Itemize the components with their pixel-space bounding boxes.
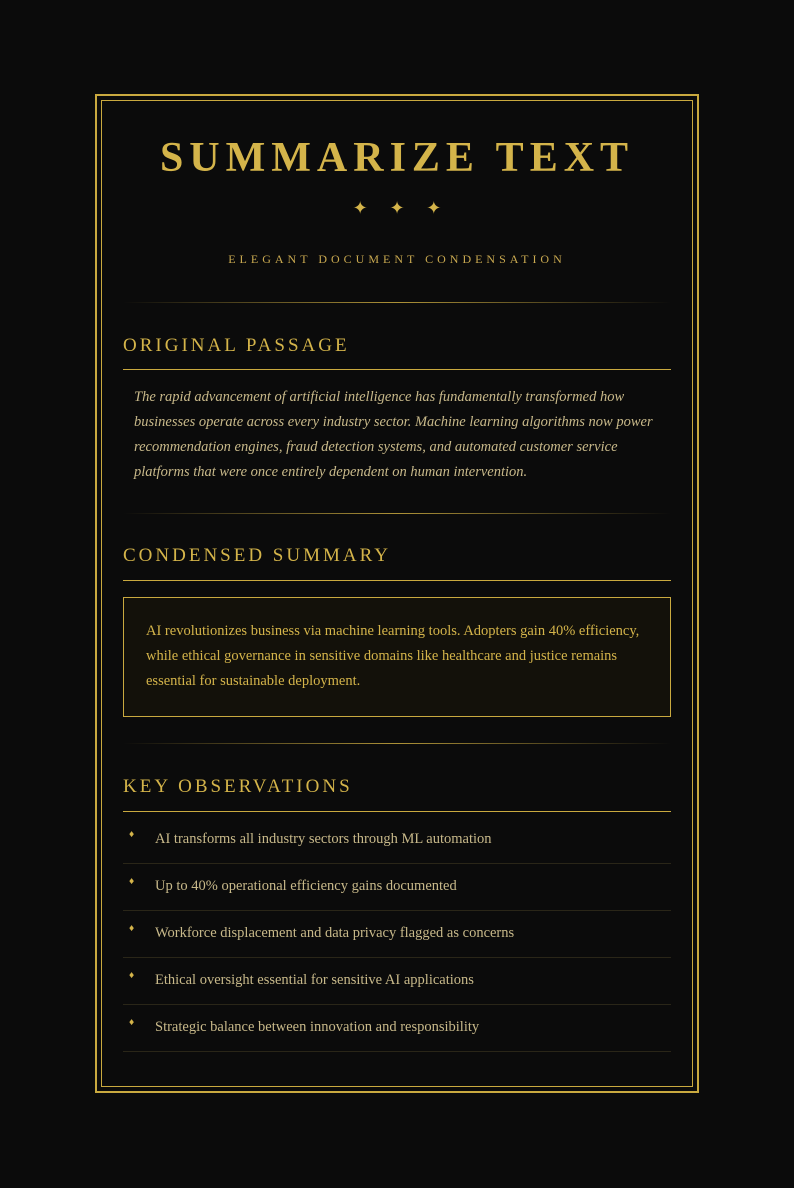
- observation-text: Workforce displacement and data privacy flagged as concerns: [155, 925, 515, 941]
- section-rule: [123, 580, 671, 581]
- page-title: SUMMARIZE TEXT: [159, 135, 635, 181]
- divider: [123, 302, 671, 303]
- star-icon: ✦: [426, 198, 442, 219]
- observation-text: Ethical oversight essential for sensitive AI applications: [155, 972, 474, 988]
- key-observations-heading: KEY OBSERVATIONS: [123, 776, 353, 797]
- diamond-icon: ♦: [128, 971, 136, 980]
- star-ornament: [123, 198, 671, 219]
- observation-text: Strategic balance between innovation and responsibility: [155, 1019, 480, 1035]
- diamond-icon: ♦: [128, 830, 136, 839]
- diamond-icon: ♦: [128, 877, 136, 886]
- diamond-icon: ♦: [128, 924, 136, 933]
- list-item: [123, 1005, 671, 1052]
- section-rule: [123, 811, 671, 812]
- section-rule: [123, 369, 671, 370]
- original-passage-text: The rapid advancement of artificial intelligence has fundamentally transformed how businesses operate across every industry sector. Machine learning algorithms now power recommendation engines, fraud detection systems, and automated customer service platforms that were once entirely dependent on human intervention.: [134, 389, 653, 480]
- star-icon: ✦: [352, 198, 368, 219]
- list-item: [123, 958, 671, 1005]
- star-icon: ✦: [389, 198, 405, 219]
- list-item: [123, 911, 671, 958]
- list-item: [123, 864, 671, 911]
- condensed-summary-heading: CONDENSED SUMMARY: [123, 545, 391, 566]
- summary-text: AI revolutionizes business via machine learning tools. Adopters gain 40% efficiency, while ethical governance in sensitive domains like healthcare and justice remains essential for sustainable deployment.: [146, 623, 640, 689]
- observation-text: Up to 40% operational efficiency gains documented: [155, 878, 457, 894]
- observation-text: AI transforms all industry sectors through ML automation: [155, 831, 492, 847]
- list-item: [123, 817, 671, 864]
- diamond-icon: ♦: [128, 1018, 136, 1027]
- observations-list: [123, 817, 671, 1052]
- original-passage-heading: ORIGINAL PASSAGE: [123, 335, 350, 356]
- divider: [123, 743, 671, 744]
- summary-box: [123, 597, 671, 717]
- page-subtitle: ELEGANT DOCUMENT CONDENSATION: [228, 252, 566, 266]
- divider: [123, 513, 671, 514]
